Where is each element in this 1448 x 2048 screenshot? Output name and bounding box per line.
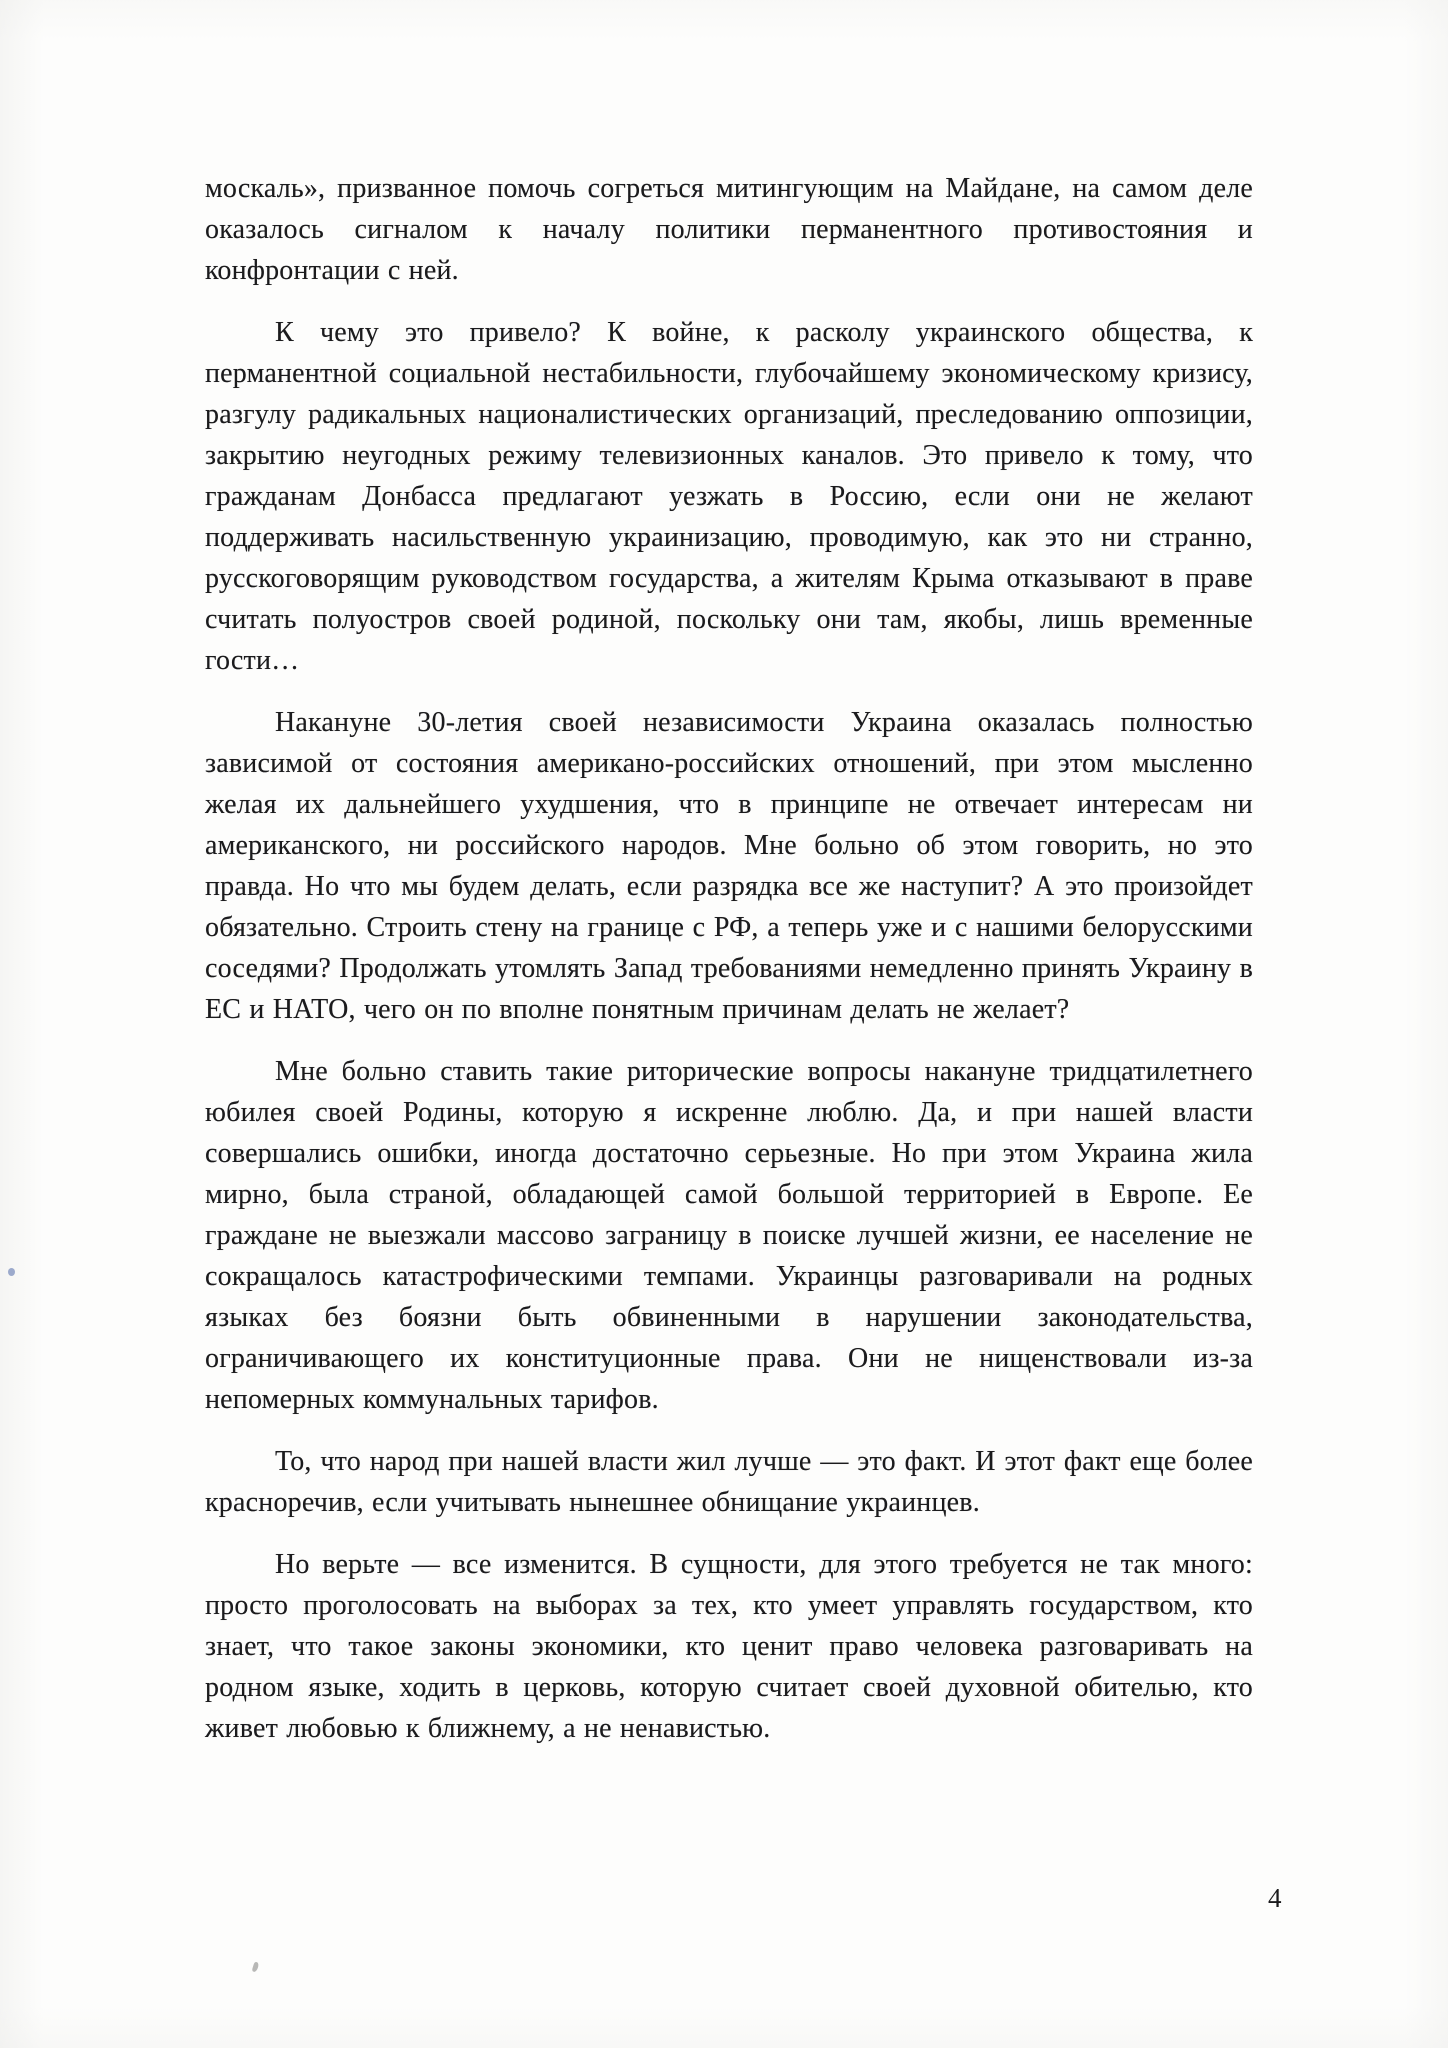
paragraph-consequences: К чему это привело? К войне, к расколу украинского общества, к перманентной социальной нестабильности, глубочайшему экономическому кризису, разгулу радикальных националистических организаций, преследованию оппозиции, закрытию неугодных режиму телевизионных каналов. Это привело к тому, что гражданам Донбасса предлагают уезжать в Россию, если они не желают поддерживать насильственную украинизацию, проводимую, как это ни странно, русскоговорящим руководством государства, а жителям Крыма отказывают в праве считать полуостров своей родиной, поскольку они там, якобы, лишь временные гости…: [205, 317, 1253, 676]
paragraph-anniversary: Накануне 30-летия своей независимости Украина оказалась полностью зависимой от состояния американо-российских отношений, при этом мысленно желая их дальнейшего ухудшения, что в принципе не отвечает интересам ни американского, ни российского народов. Мне больно об этом говорить, но это правда. Но что мы будем делать, если разрядка все же наступит? А это произойдет обязательно. Строить стену на границе с РФ, а теперь уже и с нашими белорусскими соседями? Продолжать утомлять Запад требованиями немедленно принять Украину в ЕС и НАТО, чего он по вполне понятным причинам делать не желает?: [205, 707, 1253, 1025]
paragraph-fact: То, что народ при нашей власти жил лучше — это факт. И этот факт еще более красноречив, если учитывать нынешнее обнищание украинцев.: [205, 1446, 1253, 1518]
scan-speck-blue: [8, 1268, 15, 1276]
page-content: [205, 168, 1253, 1770]
scan-speck-gray: [252, 1961, 260, 1972]
paragraph-continuation: москаль», призванное помочь согреться митингующим на Майдане, на самом деле оказалось сигналом к началу политики перманентного противостояния и конфронтации с ней.: [205, 173, 1253, 286]
paragraph-rhetorical-questions: Мне больно ставить такие риторические вопросы накануне тридцатилетнего юбилея своей Родины, которую я искренне люблю. Да, и при нашей власти совершались ошибки, иногда достаточно серьезные. Но при этом Украина жила мирно, была страной, обладающей самой большой территорией в Европе. Ее граждане не выезжали массово заграницу в поиске лучшей жизни, ее население не сокращалось катастрофическими темпами. Украинцы разговаривали на родных языках без боязни быть обвиненными в нарушении законодательства, ограничивающего их конституционные права. Они не нищенствовали из-за непомерных коммунальных тарифов.: [205, 1056, 1253, 1415]
paragraph-believe: Но верьте — все изменится. В сущности, для этого требуется не так много: просто проголосовать на выборах за тех, кто умеет управлять государством, кто знает, что такое законы экономики, кто ценит право человека разговаривать на родном языке, ходить в церковь, которую считает своей духовной обителью, кто живет любовью к ближнему, а не ненавистью.: [205, 1549, 1253, 1744]
page-number: 4: [1268, 1883, 1282, 1913]
